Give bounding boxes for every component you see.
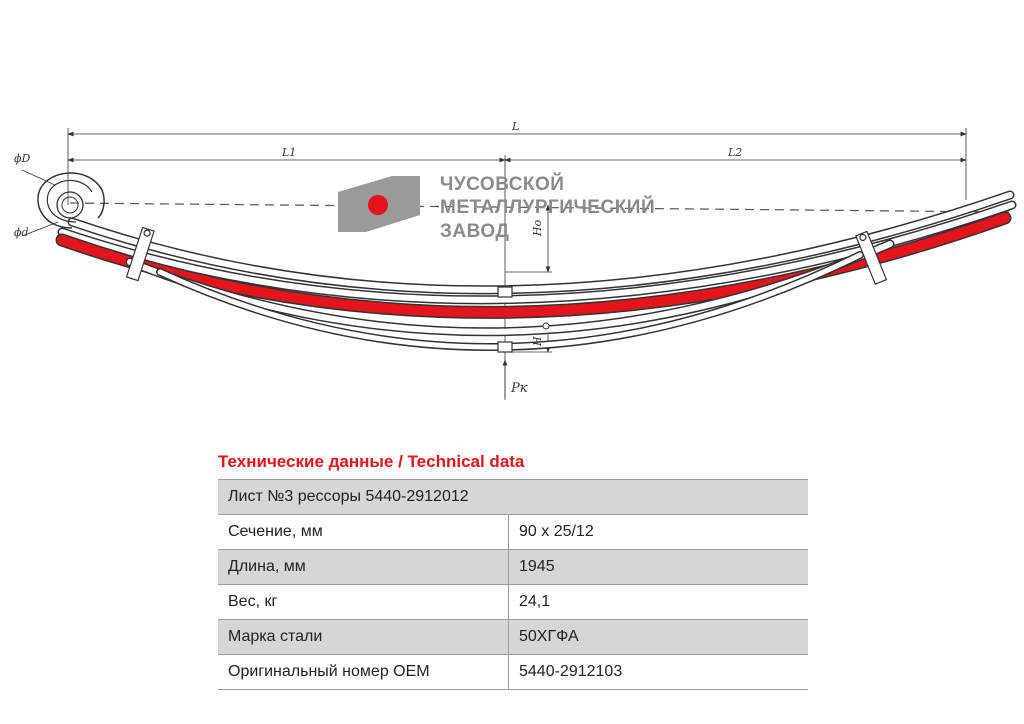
row-value: 5440-2912103 [509, 655, 809, 690]
row-value: 24,1 [509, 585, 809, 620]
logo-red-dot [368, 195, 388, 215]
dim-d-label: ϕd [14, 226, 29, 239]
dim-D-label: ϕD [14, 152, 31, 165]
dim-L2-label: L2 [728, 146, 743, 159]
table-title: Лист №3 рессоры 5440-2912012 [218, 480, 808, 515]
technical-data-heading: Технические данные / Technical data [218, 452, 525, 471]
logo-line-3: ЗАВОД [440, 221, 510, 242]
row-value: 1945 [509, 550, 809, 585]
row-key: Длина, мм [218, 550, 509, 585]
table-row [218, 585, 808, 620]
dim-H-label: H [531, 336, 544, 346]
technical-data-table [218, 479, 808, 690]
logo-line-1: ЧУСОВСКОЙ [440, 174, 565, 195]
table-row [218, 550, 808, 585]
row-value: 50ХГФА [509, 620, 809, 655]
center-mark [543, 323, 549, 329]
load-Pk-label: Pк [511, 381, 528, 396]
table-row [218, 620, 808, 655]
dim-Ho-label: Ho [531, 219, 544, 236]
row-key: Вес, кг [218, 585, 509, 620]
row-value: 90 x 25/12 [509, 515, 809, 550]
row-key: Сечение, мм [218, 515, 509, 550]
row-key: Марка стали [218, 620, 509, 655]
table-row [218, 655, 808, 690]
dim-L1-label: L1 [282, 146, 297, 159]
logo-line-2: МЕТАЛЛУРГИЧЕСКИЙ [440, 197, 656, 218]
company-logo [338, 173, 655, 242]
dim-L-label: L [512, 120, 520, 133]
row-key: Оригинальный номер OEM [218, 655, 509, 690]
table-row [218, 515, 808, 550]
table-title-row [218, 480, 808, 515]
